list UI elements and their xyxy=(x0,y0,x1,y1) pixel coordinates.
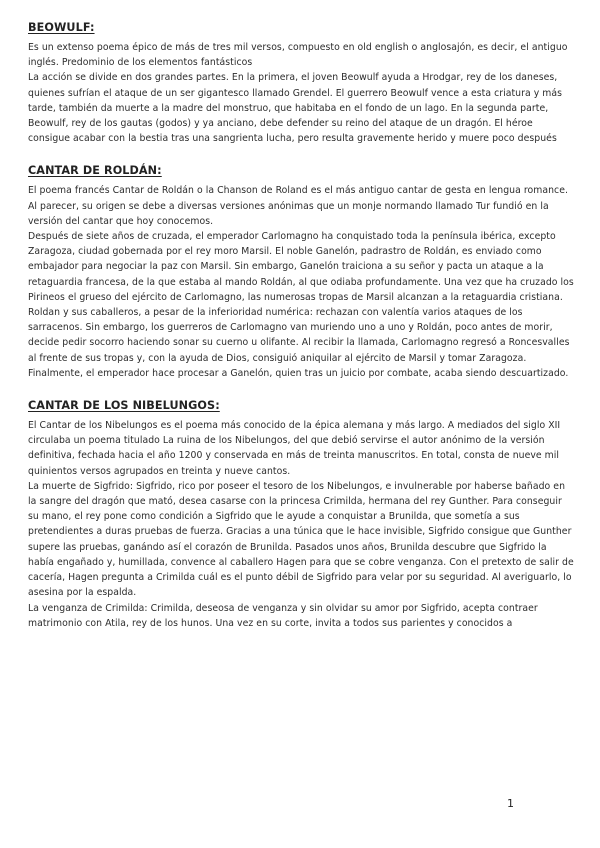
paragraph: Es un extenso poema épico de más de tres mil versos, compuesto en old english o anglosajón, es decir, el antiguo inglés. Predominio de los elementos fantásticos xyxy=(28,42,568,69)
section-cantar-de-roldan xyxy=(28,163,574,381)
paragraph: La muerte de Sigfrido: Sigfrido, rico por poseer el tesoro de los Nibelungos, e invulnerable por haberse bañado en la sangre del dragón que mató, desea casarse con la princesa Crimilda, hermana del rey Gunther. Para conseguir su mano, el rey pone como condición a Sigfrido que le ayude a conquistar a Brunilda, que sometía a sus pretendientes a duras pruebas de fuerza. Gracias a una túnica que le hace invisible, Sigfrido consigue que Gunther supere las pruebas, ganándo así el corazón de Brunilda. Pasados unos años, Brunilda descubre que Sigfrido la había engañado y, humillada, convence al caballero Hagen para que se cobre venganza. Con el pretexto de salir de cacería, Hagen pregunta a Crimilda cuál es el punto débil de Sigfrido para velar por su seguridad. Al averiguarlo, lo asesina por la espalda. xyxy=(28,480,574,599)
section-beowulf xyxy=(28,20,574,146)
page-number: 1 xyxy=(507,797,514,810)
section-cantar-de-los-nibelungos xyxy=(28,398,574,631)
paragraph: El poema francés Cantar de Roldán o la Chanson de Roland es el más antiguo cantar de gesta en lengua romance. Al parecer, su origen se debe a diversas versiones anónimas que un monje normando llamado Tur fundió en la versión del cantar que hoy conocemos. xyxy=(28,185,568,227)
section-heading: BEOWULF: xyxy=(28,21,95,34)
section-heading: CANTAR DE ROLDÁN: xyxy=(28,164,162,178)
paragraph: La venganza de Crimilda: Crimilda, deseosa de venganza y sin olvidar su amor por Sigfrido, acepta contraer matrimonio con Atila, rey de los hunos. Una vez en su corte, invita a todos sus parientes y conocidos a xyxy=(28,602,538,629)
paragraph: El Cantar de los Nibelungos es el poema más conocido de la épica alemana y más largo. A mediados del siglo XII circulaba un poema titulado La ruina de los Nibelungos, del que debió servirse el autor anónimo de la versión definitiva, fechada hacia el año 1200 y conservada en más de treinta manuscritos. En total, consta de nueve mil quinientos versos agrupados en treinta y nueve cantos. xyxy=(28,420,561,477)
paragraph: La acción se divide en dos grandes partes. En la primera, el joven Beowulf ayuda a Hrodgar, rey de los daneses, quienes sufrían el ataque de un ser gigantesco llamado Grendel. El guerrero Beowulf vence a esta criatura y más tarde, también da muerte a la madre del monstruo, que habitaba en el fondo de un lago. En la segunda parte, Beowulf, rey de los gautas (godos) y ya anciano, debe defender su reino del ataque de un dragón. El héroe consigue acabar con la bestia tras una sangrienta lucha, pero resulta gravemente herido y muere poco después xyxy=(28,72,563,145)
paragraph: Después de siete años de cruzada, el emperador Carlomagno ha conquistado toda la península ibérica, excepto Zaragoza, ciudad gobernada por el rey moro Marsil. El noble Ganelón, padrastro de Roldán, es enviado como embajador para negociar la paz con Marsil. Sin embargo, Ganelón traiciona a su señor y pacta un ataque a la retaguardia francesa, de la que estaba al mando Roldán, al que odiaba profundamente. Una vez que ha cruzado los Pirineos el grueso del ejército de Carlomagno, las numerosas tropas de Marsil alcanzan a la retaguardia cristiana. Roldan y sus caballeros, a pesar de la inferioridad numérica: rechazan con valentía varios ataques de los sarracenos. Sin embargo, los guerreros de Carlomagno van muriendo uno a uno y Roldán, poco antes de morir, decide pedir socorro haciendo sonar su cuerno u olifante. Al recibir la llamada, Carlomagno regresó a Roncesvalles al frente de sus tropas y, con la ayuda de Dios, consiguió aniquilar al ejército de Marsil y tomar Zaragoza. Finalmente, el emperador hace procesar a Ganelón, quien tras un juicio por combate, acaba siendo descuartizado. xyxy=(28,231,574,379)
section-heading: CANTAR DE LOS NIBELUNGOS: xyxy=(28,399,220,413)
